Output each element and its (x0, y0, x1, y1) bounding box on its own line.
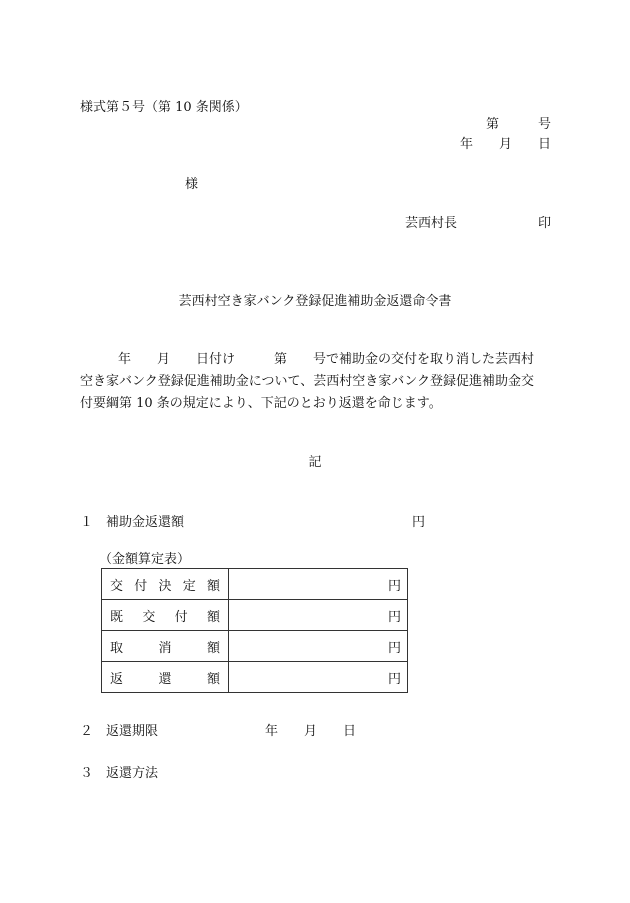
item1-label: 補助金返還額 (106, 515, 185, 530)
addressee-suffix: 様 (185, 177, 199, 192)
document-title: 芸西村空き家バンク登録促進補助金返還命令書 (178, 294, 452, 309)
label-char: 付 (134, 578, 148, 594)
label-char: 消 (158, 640, 172, 656)
amount-cell: 円 (229, 569, 408, 600)
table-caption: （金額算定表） (99, 552, 191, 567)
table-row (102, 662, 408, 693)
label-char: 額 (206, 640, 220, 656)
item2-label: 返還期限 (106, 724, 159, 739)
label-char: 取 (110, 640, 124, 656)
row-label (102, 662, 229, 693)
amount-cell: 円 (229, 600, 408, 631)
body-line-2: 空き家バンク登録促進補助金について、芸西村空き家バンク登録促進補助金交 (80, 374, 534, 389)
label-char: 決 (158, 578, 172, 594)
table-row (102, 600, 408, 631)
row-label (102, 569, 229, 600)
label-char: 額 (206, 671, 220, 687)
body-line-3: 付要綱第 10 条の規定により、下記のとおり返還を命じます。 (80, 396, 442, 411)
label-char: 定 (182, 578, 196, 594)
item3-number: ３ (80, 766, 94, 781)
label-char: 還 (158, 671, 172, 687)
amount-cell: 円 (229, 662, 408, 693)
amount-cell: 円 (229, 631, 408, 662)
label-char: 既 (110, 609, 124, 625)
seal-mark: 印 (538, 216, 552, 231)
document-date: 年 月 日 (459, 137, 551, 152)
label-char: 額 (206, 578, 220, 594)
amount-calculation-table (101, 568, 408, 693)
body-line-1: 年 月 日付け 第 号で補助金の交付を取り消した芸西村 (118, 352, 535, 367)
body-paragraph (80, 349, 552, 415)
form-id: 様式第５号（第 10 条関係） (80, 100, 248, 115)
row-label (102, 631, 229, 662)
item3-label: 返還方法 (106, 766, 159, 781)
item2-number: ２ (80, 724, 94, 739)
item2-date: 年 月 日 (265, 724, 357, 739)
item1-unit: 円 (412, 515, 426, 530)
row-label (102, 600, 229, 631)
label-char: 交 (110, 578, 124, 594)
issuer-name: 芸西村長 (405, 216, 458, 231)
label-char: 返 (110, 671, 124, 687)
ki-heading: 記 (308, 455, 322, 470)
table-row (102, 631, 408, 662)
table-row (102, 569, 408, 600)
label-char: 付 (174, 609, 188, 625)
item1-number: １ (80, 515, 94, 530)
document-number: 第 号 (485, 117, 551, 132)
label-char: 交 (142, 609, 156, 625)
label-char: 額 (206, 609, 220, 625)
